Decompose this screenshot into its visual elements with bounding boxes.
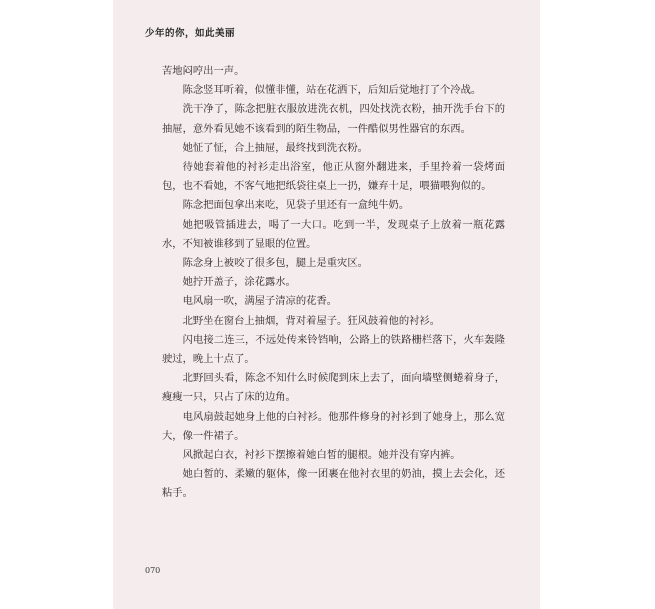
paragraph: 陈念把面包拿出来吃，见袋子里还有一盒纯牛奶。 [182,199,410,212]
paragraph: 电风扇鼓起她身上他的白衬衫。他那件修身的衬衫到了她身上，那么宽大，像一件裙子。 [162,410,505,442]
paragraph: 风掀起白衣，衬衫下摆擦着她白皙的腿根。她并没有穿内裤。 [182,449,461,462]
paragraph: 她怔了怔，合上抽屉，最终找到洗衣粉。 [182,141,368,154]
page-body [162,62,505,504]
paragraph: 闪电接二连三，不远处传来铃铛响，公路上的铁路栅栏落下，火车轰隆驶过，晚上十点了。 [162,333,505,366]
paragraph: 陈念身上被咬了很多包，腿上是重灾区。 [182,257,368,270]
running-header: 少年的你，如此美丽 [145,28,236,39]
book-page [113,0,540,609]
paragraph: 待她套着他的衬衫走出浴室，他正从窗外翻进来，手里拎着一袋烤面包，也不看她，不客气地把纸袋往桌上一扔，嫌弃十足，喂猫喂狗似的。 [162,161,505,193]
paragraph: 北野坐在窗台上抽烟，背对着屋子。狂风鼓着他的衬衫。 [182,314,441,327]
paragraph: 苦地闷哼出一声。 [162,65,245,77]
paragraph: 电风扇一吹，满屋子清凉的花香。 [182,295,338,308]
paragraph: 陈念竖耳听着，似懂非懂，站在花洒下，后知后觉地打了个冷战。 [182,84,482,97]
paragraph: 她把吸管插进去，喝了一大口。吃到一半，发现桌子上放着一瓶花露水，不知被谁移到了显眼的位置。 [162,218,505,250]
paragraph: 洗干净了，陈念把脏衣服放进洗衣机，四处找洗衣粉，抽开洗手台下的抽屉，意外看见她不该看到的陌生物品，一件酷似男性器官的东西。 [162,103,505,135]
paragraph: 北野回头看，陈念不知什么时候爬到床上去了，面向墙壁侧蜷着身子，瘦瘦一只，只占了床的边角。 [162,372,505,404]
page-number: 070 [145,566,161,575]
paragraph: 她白皙的、柔嫩的躯体，像一团裹在他衬衣里的奶油，摸上去会化，还粘手。 [162,468,505,500]
paragraph: 她拧开盖子，涂花露水。 [182,276,296,289]
